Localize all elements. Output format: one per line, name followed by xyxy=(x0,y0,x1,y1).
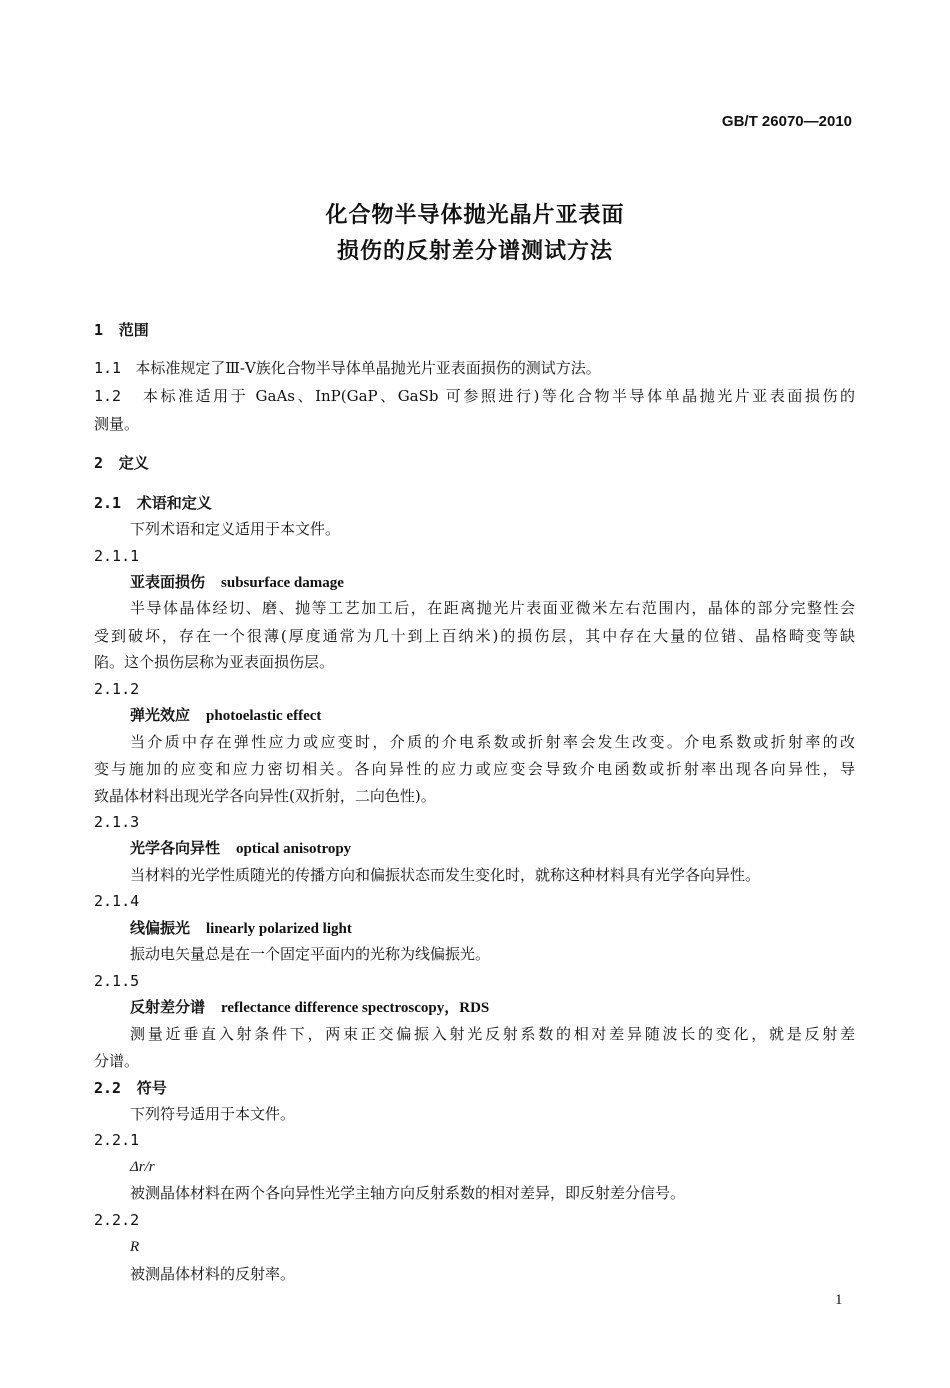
symbol-number: 2.2.2 xyxy=(94,1211,140,1229)
term-number: 2.1.2 xyxy=(94,680,140,698)
term-number: 2.1.4 xyxy=(94,892,140,910)
clause-1-2-cont: 测量。 xyxy=(94,415,140,433)
term-heading: 反射差分谱 reflectance difference spectroscopy，RDS xyxy=(130,998,490,1016)
clause-2-2-heading: 2.2 符号 xyxy=(94,1079,167,1097)
term-heading: 线偏振光 linearly polarized light xyxy=(130,919,352,937)
term-definition-line: 测量近垂直入射条件下，两束正交偏振入射光反射系数的相对差异随波长的变化，就是反射差 xyxy=(130,1025,855,1043)
title-line-1: 化合物半导体抛光晶片亚表面 xyxy=(325,203,625,228)
term-definition-line: 致晶体材料出现光学各向异性(双折射，二向色性)。 xyxy=(94,787,436,805)
symbol-number: 2.2.1 xyxy=(94,1131,140,1149)
page-number: 1 xyxy=(835,1292,843,1308)
term-definition-line: 半导体晶体经切、磨、抛等工艺加工后，在距离抛光片表面亚微米左右范围内，晶体的部分完整性会 xyxy=(130,599,855,617)
section-1-heading: 1 范围 xyxy=(94,321,149,339)
title-line-2: 损伤的反射差分谱测试方法 xyxy=(336,239,613,264)
term-definition-line: 当介质中存在弹性应力或应变时，介质的介电系数或折射率会发生改变。介电系数或折射率的改 xyxy=(130,733,855,751)
term-definition-line: 受到破坏，存在一个很薄(厚度通常为几十到上百纳米)的损伤层，其中存在大量的位错、晶格畸变等缺 xyxy=(94,627,855,645)
term-number: 2.1.3 xyxy=(94,813,140,831)
term-heading: 弹光效应 photoelastic effect xyxy=(130,706,322,724)
clause-2-2-intro: 下列符号适用于本文件。 xyxy=(130,1105,296,1123)
term-definition-line: 当材料的光学性质随光的传播方向和偏振状态而发生变化时，就称这种材料具有光学各向异性。 xyxy=(130,866,761,884)
clause-1-2: 1.2 本标准适用于 GaAs、InP(GaP、GaSb 可参照进行)等化合物半导体单晶抛光片亚表面损伤的 xyxy=(94,387,855,405)
clause-2-1-heading: 2.1 术语和定义 xyxy=(94,494,212,512)
section-2-heading: 2 定义 xyxy=(94,454,149,472)
clause-1-1: 1.1 本标准规定了Ⅲ-Ⅴ族化合物半导体单晶抛光片亚表面损伤的测试方法。 xyxy=(94,359,601,377)
term-definition-line: 变与施加的应变和应力密切相关。各向异性的应力或应变会导致介电函数或折射率出现各向异性，导 xyxy=(94,760,855,778)
symbol-definition: 被测晶体材料在两个各向异性光学主轴方向反射系数的相对差异，即反射差分信号。 xyxy=(130,1184,686,1202)
term-definition-line: 陷。这个损伤层称为亚表面损伤层。 xyxy=(94,653,335,671)
term-number: 2.1.5 xyxy=(94,972,140,990)
symbol-definition: 被测晶体材料的反射率。 xyxy=(130,1265,296,1283)
term-number: 2.1.1 xyxy=(94,547,140,565)
term-heading: 光学各向异性 optical anisotropy xyxy=(130,839,352,857)
term-heading: 亚表面损伤 subsurface damage xyxy=(130,573,344,591)
standard-code: GB/T 26070—2010 xyxy=(721,113,852,130)
term-definition-line: 振动电矢量总是在一个固定平面内的光称为线偏振光。 xyxy=(130,945,491,963)
term-definition-line: 分谱。 xyxy=(94,1052,140,1070)
symbol: R xyxy=(130,1239,140,1255)
clause-2-1-intro: 下列术语和定义适用于本文件。 xyxy=(130,520,341,538)
symbol: Δr/r xyxy=(130,1159,155,1175)
